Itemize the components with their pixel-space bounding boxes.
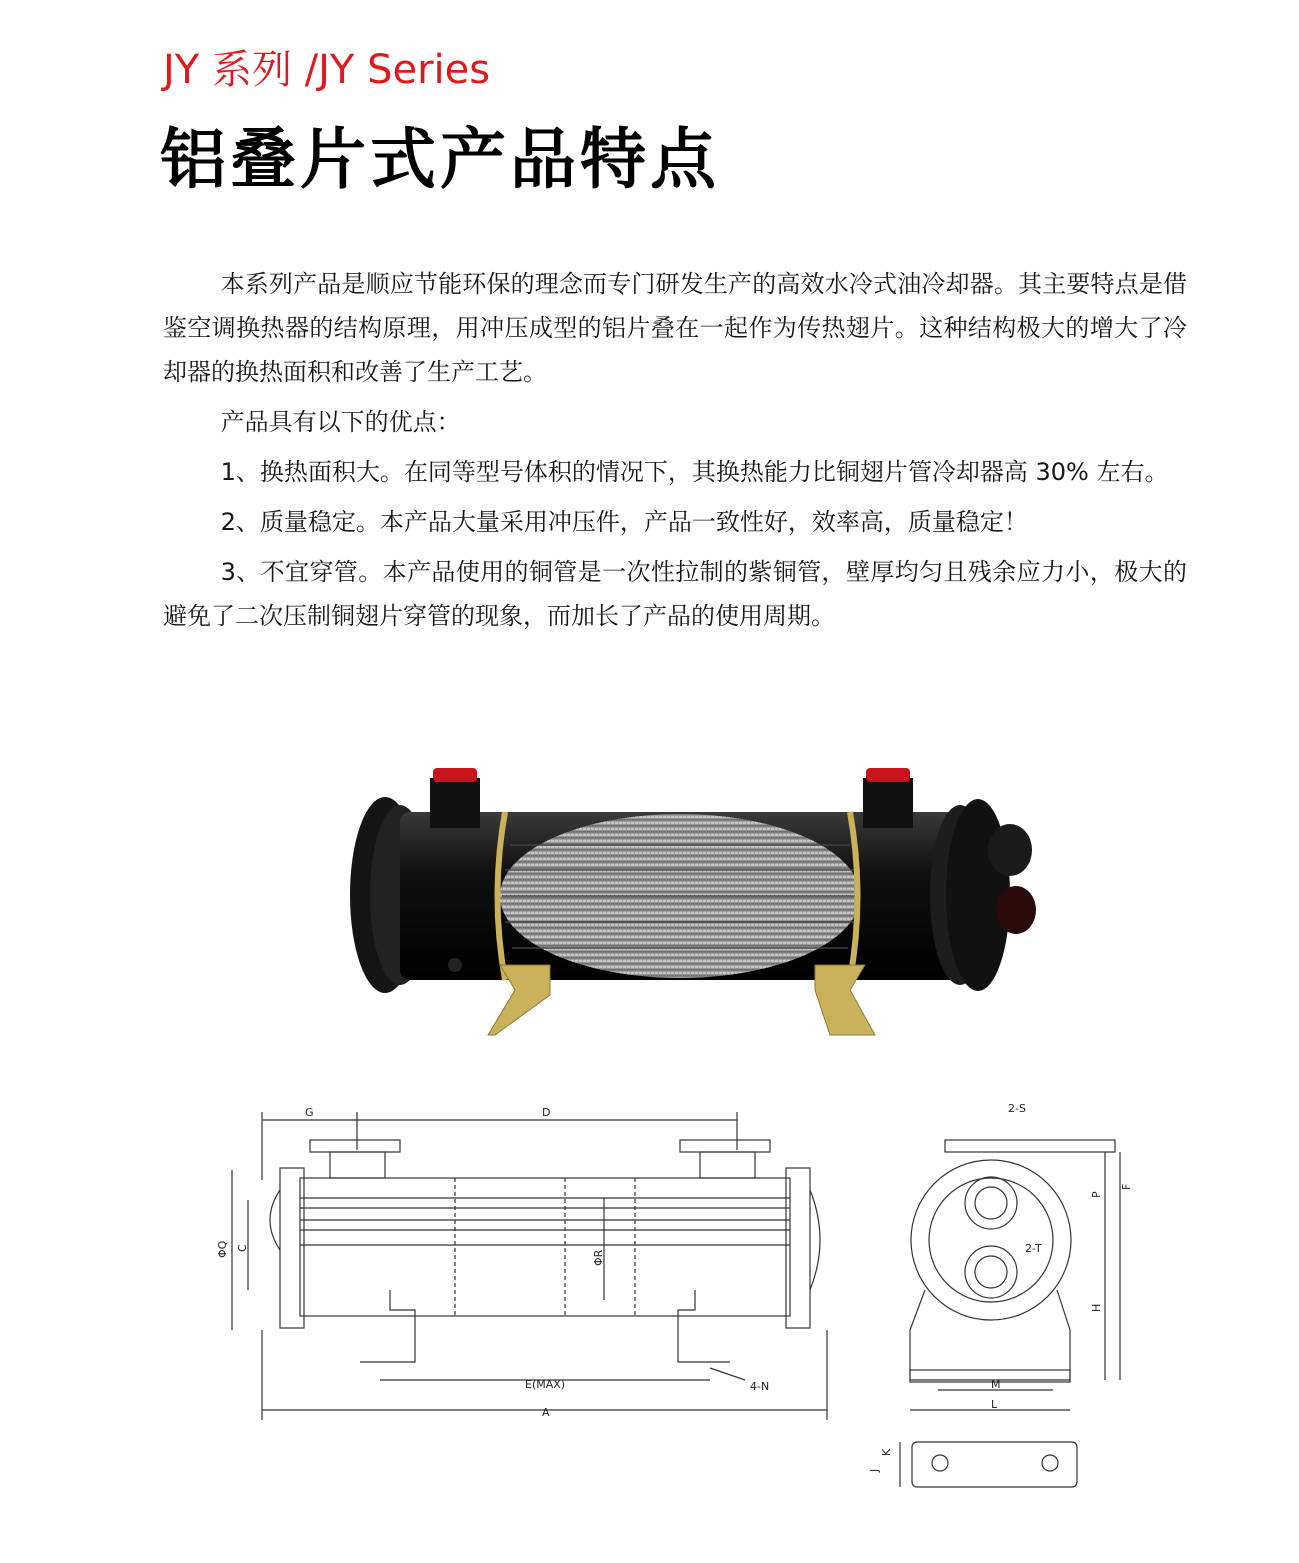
product-photo: [330, 760, 1050, 1050]
dim-label-l: L: [991, 1398, 998, 1411]
series-heading: JY 系列 /JY Series: [163, 47, 491, 93]
dim-label-4n: 4-N: [750, 1380, 770, 1393]
paragraph-advantage-3: 3、不宜穿管。本产品使用的铜管是一次性拉制的紫铜管，壁厚均匀且残余应力小，极大的避免了二次压制铜翅片穿管的现象，而加长了产品的使用周期。: [163, 558, 1187, 630]
dim-label-m: M: [991, 1378, 1001, 1391]
dim-label-c: C: [236, 1244, 249, 1252]
dim-label-g: G: [305, 1106, 314, 1119]
paragraph-advantage-1: 1、换热面积大。在同等型号体积的情况下，其换热能力比铜翅片管冷却器高 30% 左右。: [220, 458, 1169, 486]
paragraph-advantage-2: 2、质量稳定。本产品大量采用冲压件，产品一致性好，效率高，质量稳定！: [220, 508, 1028, 536]
port-cap-right: [866, 768, 910, 782]
dim-label-f: F: [1120, 1183, 1133, 1190]
front-view-drawing: [190, 1090, 850, 1430]
dim-label-k: K: [880, 1448, 893, 1456]
paragraph-advantages-lead: 产品具有以下的优点：: [220, 408, 461, 436]
dim-label-2t: 2-T: [1025, 1242, 1042, 1255]
feature-text: [163, 262, 1187, 644]
dim-label-a: A: [542, 1406, 550, 1419]
dim-label-2s: 2-S: [1008, 1102, 1026, 1115]
dim-label-j: J: [868, 1468, 881, 1472]
dim-label-phi-q: ΦQ: [216, 1240, 229, 1258]
dim-label-d: D: [542, 1106, 551, 1119]
page-title: 铝叠片式产品特点: [160, 121, 720, 198]
port-cap-left: [433, 768, 477, 782]
dim-label-h: H: [1090, 1303, 1103, 1312]
dim-label-p: P: [1090, 1191, 1103, 1198]
dim-label-e-max: E(MAX): [525, 1378, 566, 1391]
paragraph-intro: 本系列产品是顺应节能环保的理念而专门研发生产的高效水冷式油冷却器。其主要特点是借鉴空调换热器的结构原理，用冲压成型的铝片叠在一起作为传热翅片。这种结构极大的增大了冷却器的换热面积和改善了生产工艺。: [163, 270, 1187, 386]
dim-label-phi-r: ΦR: [592, 1249, 605, 1266]
side-view-drawing: [860, 1090, 1150, 1510]
